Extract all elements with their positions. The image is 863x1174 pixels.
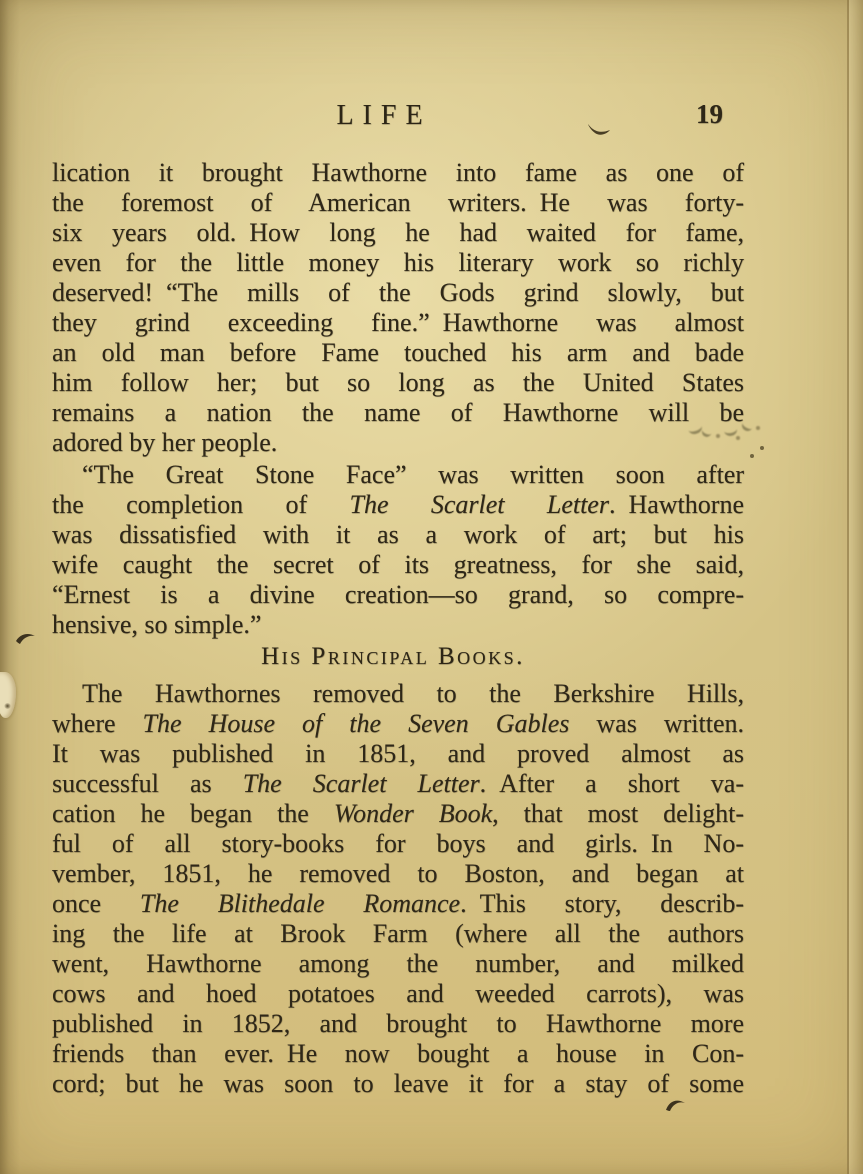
page-gutter-shadow — [0, 0, 20, 1174]
text-line: went, Hawthorne among the number, and milked — [52, 949, 744, 978]
text-line: remains a nation the name of Hawthorne will be — [52, 398, 744, 427]
paragraph — [52, 158, 744, 458]
text-line: was dissatisfied with it as a work of art; but his — [52, 520, 744, 549]
page-number: 19 — [696, 99, 723, 129]
text-line: “The Great Stone Face” was written soon after — [82, 460, 744, 489]
page-edge-line — [847, 0, 863, 1174]
running-head-title: LIFE — [336, 100, 432, 131]
text-line: cows and hoed potatoes and weeded carrots), was — [52, 979, 744, 1008]
text-line: cation he began the Wonder Book, that most delight- — [52, 799, 744, 828]
text-line: the completion of The Scarlet Letter. Hawthorne — [52, 490, 744, 519]
text-line: once The Blithedale Romance. This story, describ- — [52, 889, 744, 918]
section-heading: His Principal Books. — [261, 643, 525, 670]
page-body — [52, 158, 744, 1099]
text-line: The Hawthornes removed to the Berkshire Hills, — [82, 679, 744, 708]
text-line: where The House of the Seven Gables was written. — [52, 709, 745, 738]
text-line: vember, 1851, he removed to Boston, and began at — [52, 859, 744, 888]
text-line: even for the little money his literary work so richly — [52, 248, 744, 277]
text-line: hensive, so simple.” — [52, 610, 262, 639]
text-line: cord; but he was soon to leave it for a stay of some — [52, 1069, 744, 1098]
paragraph — [52, 679, 744, 1099]
ink-crescent-icon — [14, 630, 38, 647]
text-line: ful of all story-books for boys and girls. In No- — [52, 829, 744, 858]
text-line: ing the life at Brook Farm (where all the authors — [52, 919, 744, 948]
text-line: wife caught the secret of its greatness, for she said, — [52, 550, 744, 579]
paper-speck — [4, 703, 11, 709]
text-line: adored by her people. — [52, 428, 278, 457]
paper-chip — [0, 672, 16, 718]
text-line: It was published in 1851, and proved almost as — [52, 739, 744, 768]
text-line: friends than ever. He now bought a house in Con- — [52, 1039, 744, 1068]
paragraph — [52, 460, 744, 640]
text-line: him follow her; but so long as the United States — [52, 368, 744, 397]
text-line: “Ernest is a divine creation—so grand, so compre- — [52, 580, 744, 609]
text-line: the foremost of American writers. He was forty- — [52, 188, 744, 217]
stray-dots-icon — [748, 444, 768, 462]
text-line: published in 1852, and brought to Hawthorne more — [52, 1009, 744, 1038]
text-line: an old man before Fame touched his arm and bade — [52, 338, 744, 367]
text-line: lication it brought Hawthorne into fame as one of — [52, 158, 744, 187]
text-line: six years old. How long he had waited for fame, — [52, 218, 744, 247]
text-line: successful as The Scarlet Letter. After a short va- — [52, 769, 744, 798]
text-line: deserved! “The mills of the Gods grind slowly, but — [52, 278, 744, 307]
text-line: they grind exceeding fine.” Hawthorne was almost — [52, 308, 744, 337]
